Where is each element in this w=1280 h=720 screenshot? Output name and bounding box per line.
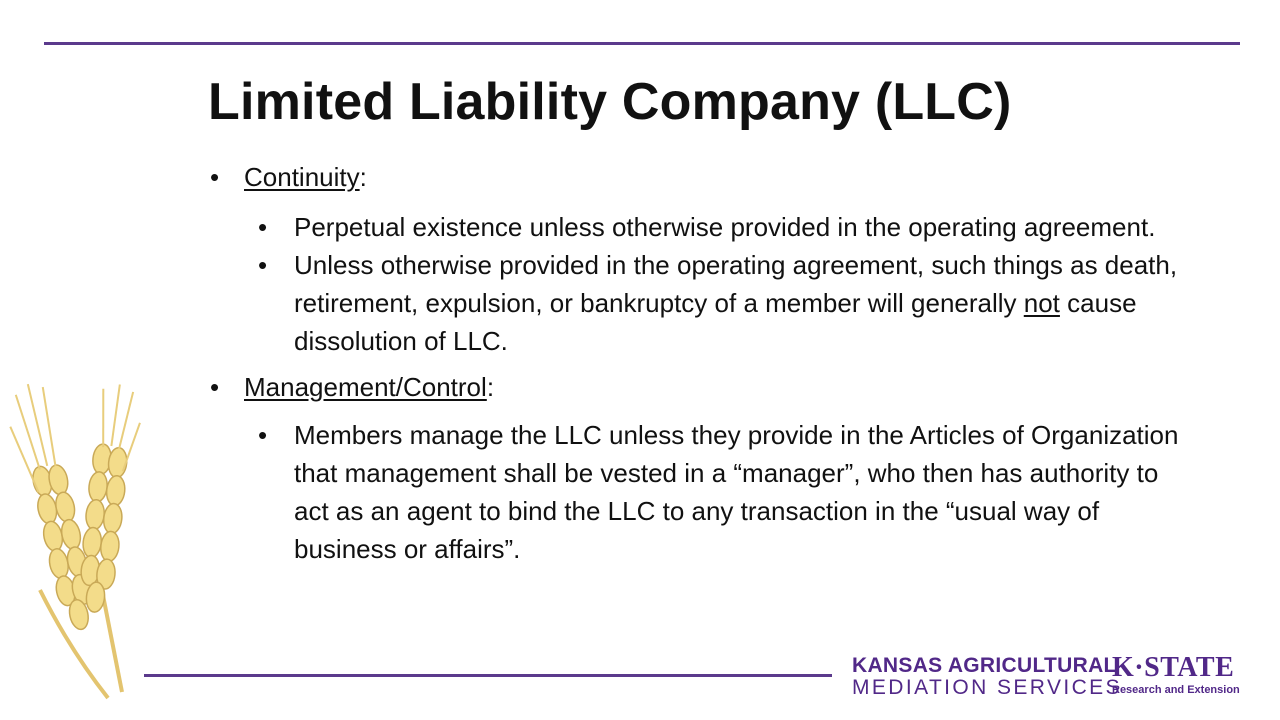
slide-title: Limited Liability Company (LLC) <box>208 73 1012 131</box>
bottom-divider <box>144 674 832 677</box>
bullet-dot: • <box>258 420 268 450</box>
bullet-dot: • <box>258 250 268 280</box>
kams-logo-line2: MEDIATION SERVICES <box>852 676 1122 699</box>
bullet-dot: • <box>210 162 220 192</box>
bullet-continuity <box>210 158 1200 196</box>
kstate-wordmark: K·STATE <box>1112 652 1235 683</box>
top-divider <box>44 42 1240 45</box>
kams-logo-line1: KANSAS AGRICULTURAL <box>852 654 1117 677</box>
kstate-subtitle: Research and Extension <box>1112 684 1240 696</box>
wheat-stalks-icon <box>0 380 170 710</box>
continuity-colon: : <box>359 162 367 192</box>
sub-bullet-members-manage <box>258 416 1200 568</box>
not-emphasis: not <box>1023 288 1060 318</box>
perpetual-existence-text: Perpetual existence unless otherwise provided in the operating agreement. <box>294 212 1156 242</box>
continuity-heading: Continuity <box>244 162 360 192</box>
members-manage-text: Members manage the LLC unless they provide in the Articles of Organization that management shall be vested in a “manager”, who then has authority to act as an agent to bind the LLC to any transaction in the “usual way of business or affairs”. <box>294 420 1179 564</box>
bullet-dot: • <box>210 372 220 402</box>
sub-bullet-dissolution <box>258 246 1200 360</box>
sub-bullet-perpetual-existence <box>258 208 1200 246</box>
kstate-logo <box>1112 652 1240 697</box>
bullet-dot: • <box>258 212 268 242</box>
bullet-management-control <box>210 368 1200 406</box>
management-colon: : <box>486 372 495 402</box>
dissolution-text-end: cause dissolution of LLC. <box>294 288 1137 356</box>
management-heading: Management/Control <box>244 372 487 402</box>
dissolution-text-start: Unless otherwise provided in the operating agreement, such things as death, retirement, expulsion, or bankruptcy of a member will generally <box>294 250 1178 318</box>
slide-body <box>210 158 1200 568</box>
kams-logo <box>852 655 1122 699</box>
